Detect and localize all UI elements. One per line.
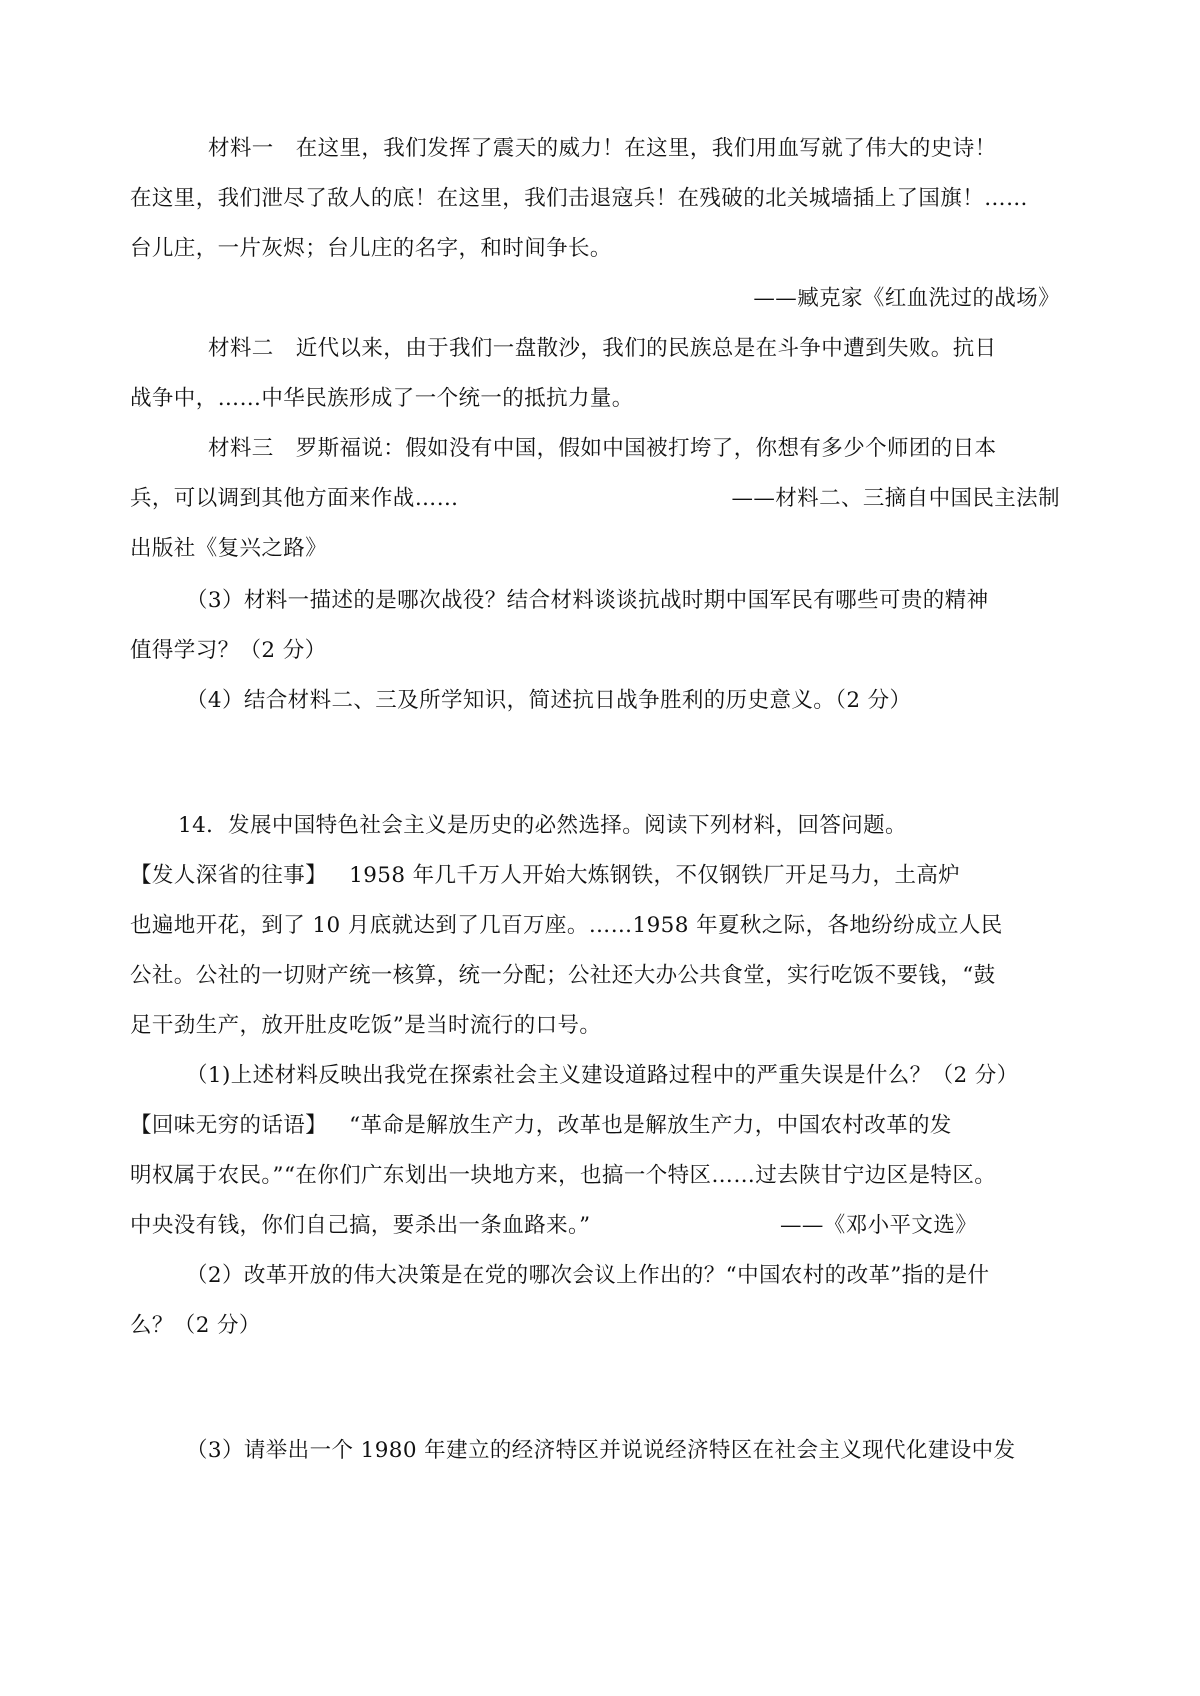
q14-2-line-2: 么？（2 分） xyxy=(130,1313,261,1338)
q13-4: （4）结合材料二、三及所学知识，简述抗日战争胜利的历史意义。（2 分） xyxy=(186,688,912,713)
q14-words-line-2: 明权属于农民。”“在你们广东划出一块地方来，也搞一个特区……过去陕甘宁边区是特区。 xyxy=(130,1163,997,1188)
q14-words-source: ——《邓小平文选》 xyxy=(780,1213,978,1238)
q14-words-line-1: 【回味无穷的话语】 “革命是解放生产力，改革也是解放生产力，中国农村改革的发 xyxy=(130,1113,952,1138)
material-2-label: 材料二 xyxy=(208,336,274,361)
q14-past-line-2: 也遍地开花，到了 10 月底就达到了几百万座。……1958 年夏秋之际，各地纷纷成立人民 xyxy=(130,913,1003,938)
q14-words-label: 【回味无穷的话语】 xyxy=(130,1113,328,1138)
material-2-line-2: 战争中，……中华民族形成了一个统一的抵抗力量。 xyxy=(130,386,634,411)
q14-title: 14．发展中国特色社会主义是历史的必然选择。阅读下列材料，回答问题。 xyxy=(178,813,907,838)
material-3-line-1: 材料三 罗斯福说：假如没有中国，假如中国被打垮了，你想有多少个师团的日本 xyxy=(208,436,997,461)
q14-past-line-1: 【发人深省的往事】 1958 年几千万人开始大炼钢铁，不仅钢铁厂开足马力，土高炉 xyxy=(130,863,961,888)
material-3-line-2: 兵，可以调到其他方面来作战…… xyxy=(130,486,459,511)
material-1-line-3: 台儿庄，一片灰烬；台儿庄的名字，和时间争长。 xyxy=(130,236,612,261)
material-3-source-cont: 出版社《复兴之路》 xyxy=(130,536,328,561)
material-2-line-1: 材料二 近代以来，由于我们一盘散沙，我们的民族总是在斗争中遭到失败。抗日 xyxy=(208,336,997,361)
q14-words-line-3: 中央没有钱，你们自己搞，要杀出一条血路来。” xyxy=(130,1213,591,1238)
material-1-line-1: 材料一 在这里，我们发挥了震天的威力！在这里，我们用血写就了伟大的史诗！ xyxy=(208,136,997,161)
q14-3: （3）请举出一个 1980 年建立的经济特区并说说经济特区在社会主义现代化建设中发 xyxy=(186,1438,1016,1463)
q13-3-line-1: （3）材料一描述的是哪次战役？结合材料谈谈抗战时期中国军民有哪些可贵的精神 xyxy=(186,588,989,613)
q14-1: （1)上述材料反映出我党在探索社会主义建设道路过程中的严重失误是什么？（2 分） xyxy=(186,1063,1019,1088)
material-1-source: ——臧克家《红血洗过的战场》 xyxy=(753,286,1060,311)
material-3-source: ——材料二、三摘自中国民主法制 xyxy=(731,486,1060,511)
q14-past-line-3: 公社。公社的一切财产统一核算，统一分配；公社还大办公共食堂，实行吃饭不要钱，“鼓 xyxy=(130,963,996,988)
material-1-line-2: 在这里，我们泄尽了敌人的底！在这里，我们击退寇兵！在残破的北关城墙插上了国旗！…… xyxy=(130,186,1028,211)
material-3-label: 材料三 xyxy=(208,436,274,461)
q13-3-line-2: 值得学习？（2 分） xyxy=(130,638,327,663)
q14-past-line-4: 足干劲生产，放开肚皮吃饭”是当时流行的口号。 xyxy=(130,1013,602,1038)
q14-past-label: 【发人深省的往事】 xyxy=(130,863,328,888)
q14-2-line-1: （2）改革开放的伟大决策是在党的哪次会议上作出的？“中国农村的改革”指的是什 xyxy=(186,1263,990,1288)
material-1-label: 材料一 xyxy=(208,136,274,161)
